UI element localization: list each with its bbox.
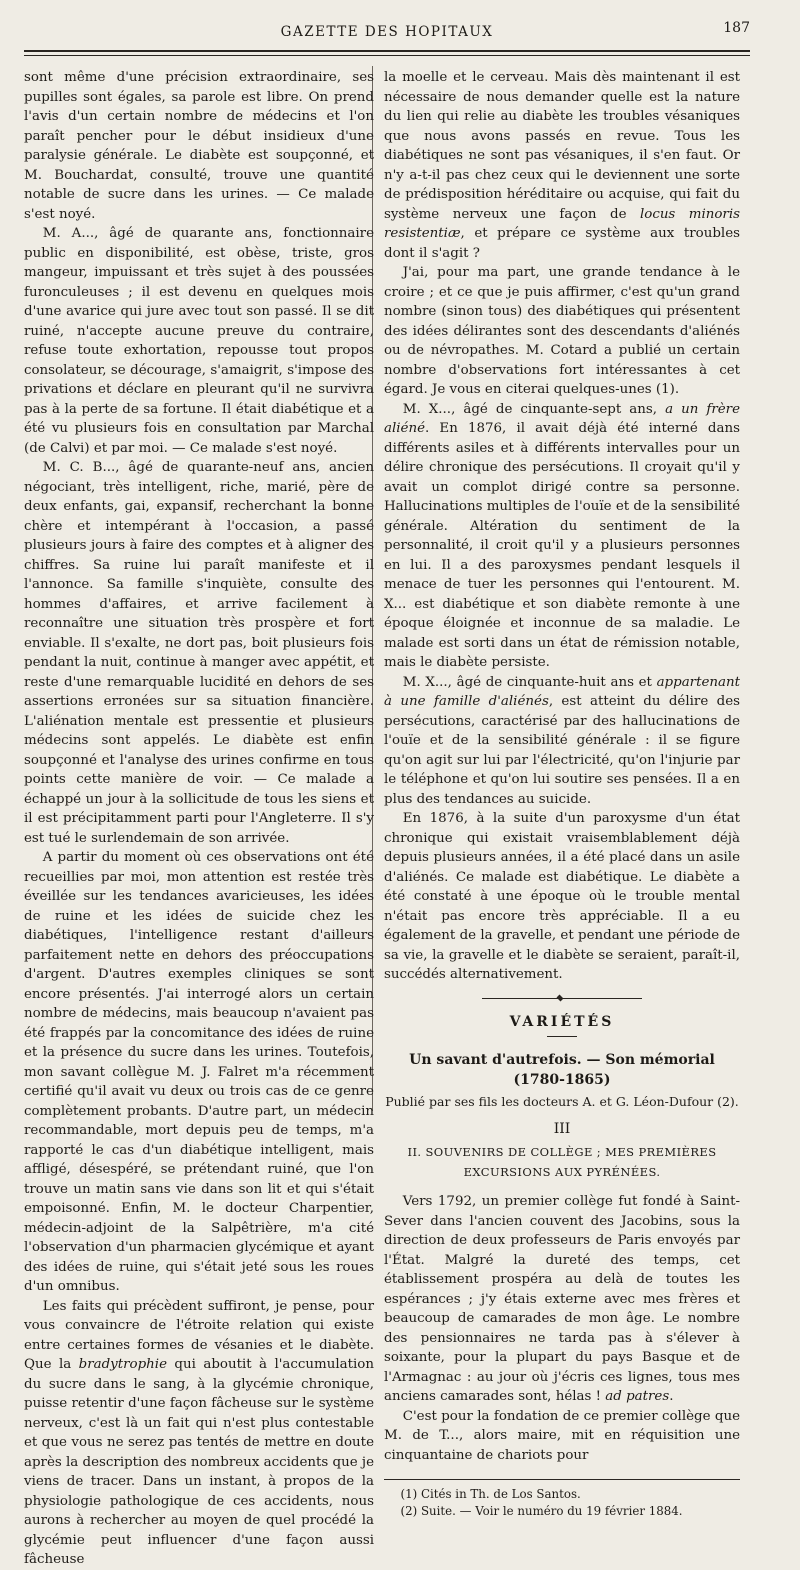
text-run: Vers 1792, un premier collège fut fondé à Saint-Sever dans l'ancien couvent des Jacobins, sous la direction de deux professeurs de Paris envoyés par l'État. Malgré la dureté des temps, cet établissement prospéra au delà de toutes les espérances ; j'y étais externe avec mes frères et beaucoup de camarades de mon âge. Le nombre des pensionnaires ne tarda pas à s'élever à soixante, pour la plupart du pays Basque et de l'Armagnac : au jour où j'écris ces lignes, tous mes anciens camarades sont, hélas ! xyxy=(384,1194,740,1404)
italic-term: ad patres xyxy=(605,1389,670,1404)
footnote: (2) Suite. — Voir le numéro du 19 février 1884. xyxy=(400,1504,683,1518)
paragraph: En 1876, à la suite d'un paroxysme d'un état chronique qui existait vraisemblablement déjà depuis plusieurs années, il a été placé dans un asile d'aliénés. Ce malade est diabétique. Le diabète a été constaté à une époque où le trouble mental n'était pas encore très appréciable. Il a eu également de la gravelle, et pendant une période de sa vie, la gravelle et le diabète se seraient, paraît-il, succédés alternativement. xyxy=(384,811,740,982)
left-column xyxy=(24,68,374,1567)
paragraph: C'est pour la fondation de ce premier collège que M. de T..., alors maire, mit en réquisition une cinquantaine de chariots pour xyxy=(384,1408,740,1463)
text-run: . En 1876, il avait déjà été interné dans différents asiles et à différents intervalles pour un délire chronique des persécutions. Il croyait qu'il y avait un complot dirigé contre sa personne. Hallucinations multiples de l'ouïe et de la sensibilité générale. Altération du sentiment de la personnalité, il croit qu'il y a plusieurs personnes en lui. Il a des paroxysmes pendant lesquels il menace de tuer les personnes qui l'entourent. M. X... est diabétique et son diabète remonte à une époque éloignée et inconnue de sa maladie. Le malade est sorti dans un état de rémission notable, mais le diabète persiste. xyxy=(384,421,740,670)
text-run: qui aboutit à l'accumulation du sucre dans le sang, à la glycémie chronique, puisse retentir d'une façon fâcheuse sur le système nerveux, c'est là un fait qui n'est plus contestable et que vous ne serez pas tentés de mettre en doute après la description des nombreux accidents que je viens de tracer. Dans un instant, à propos de la physiologie pathologique de ces accidents, nous aurons à rechercher au moyen de quel procédé la glycémie peut influencer d'une façon aussi fâcheuse xyxy=(24,1357,374,1567)
paragraph xyxy=(384,68,740,263)
paragraph: J'ai, pour ma part, une grande tendance à le croire ; et ce que je puis affirmer, c'est qu'un grand nombre (sinon tous) des diabétiques qui présentent des idées délirantes sont des descendants d'aliénés ou de névropathes. M. Cotard a publié un certain nombre d'observations fort intéressantes à cet égard. Je vous en citerai quelques-unes (1). xyxy=(384,265,740,397)
journal-title: GAZETTE DES HOPITAUX xyxy=(280,24,494,40)
section-title: VARIÉTÉS xyxy=(509,1013,615,1030)
text-run: . xyxy=(669,1389,674,1404)
italic-term: locus minoris resistentiæ xyxy=(384,206,740,241)
chapter-subhead: II. SOUVENIRS DE COLLÈGE ; MES PREMIÈRES EXCURSIONS AUX PYRÉNÉES. xyxy=(407,1145,717,1179)
paragraph: sont même d'une précision extraordinaire, ses pupilles sont égales, sa parole est libre. On prend l'avis d'un certain nombre de médecins et l'on paraît pencher pour le début insidieux d'une paralysie générale. Le diabète est soupçonné, et M. Bouchardat, consulté, trouve une quantité notable de sucre dans les urines. — Ce malade s'est noyé. xyxy=(24,70,374,222)
footnote-rule xyxy=(384,1479,740,1480)
page-number: 187 xyxy=(723,20,750,36)
text-run: la moelle et le cerveau. Mais dès maintenant il est nécessaire de nous demander quelle est la nature du lien qui relie au diabète les troubles vésaniques que nous avons passés en revue. Tous les diabétiques ne sont pas vésaniques, il s'en faut. Or n'y a-t-il pas chez ceux qui le deviennent une sorte de prédisposition héréditaire ou acquise, qui fait du système nerveux une façon de xyxy=(384,70,740,222)
text-run: , et prépare ce système aux troubles dont il s'agit ? xyxy=(384,226,740,261)
italic-term: bradytrophie xyxy=(78,1357,167,1372)
text-run: M. X..., âgé de cinquante-sept ans, xyxy=(402,401,666,417)
page-header xyxy=(24,18,750,44)
paragraph xyxy=(384,673,740,810)
byline: Publié par ses fils les docteurs A. et G. Léon-Dufour (2). xyxy=(385,1094,739,1109)
paragraph xyxy=(384,400,740,673)
part-number: III xyxy=(553,1120,571,1137)
header-rule xyxy=(24,50,750,56)
text-run: Les faits qui précèdent suffiront, je pense, pour vous convaincre de l'étroite relation qui existe entre certaines formes de vésanies et le diabète. Que la xyxy=(24,1298,374,1372)
paragraph: M. C. B..., âgé de quarante-neuf ans, ancien négociant, très intelligent, riche, marié, père de deux enfants, gai, expansif, recherchant la bonne chère et intempérant à l'occasion, a passé plusieurs jours à faire des comptes et à aligner des chiffres. Sa ruine lui paraît manifeste et il l'annonce. Sa famille s'inquiète, consulte des hommes d'affaires, et arrive facilement à reconnaître une situation très prospère et fort enviable. Il s'exalte, ne dort pas, boit plusieurs fois pendant la nuit, continue à manger avec appétit, et reste d'une remarquable lucidité en dehors de ses assertions erronées sur sa situation financière. L'aliénation mentale est pressentie et plusieurs médecins sont appelés. Le diabète est enfin soupçonné et l'analyse des urines confirme en tous points cette manière de voir. — Ce malade a échappé un jour à la sollicitude de tous les siens et il est précipitamment parti pour l'Angleterre. Il s'y est tué le surlendemain de son arrivée. xyxy=(24,460,374,846)
italic-term: appartenant à une famille d'aliénés xyxy=(384,674,740,709)
text-run: , est atteint du délire des persécutions, caractérisé par des hallucinations de l'ouïe et de la sensibilité générale : il se figure qu'on agit sur lui par l'électricité, qu'on l'injurie par le téléphone et qu'on lui soutire ses pensées. Il a en plus des tendances au suicide. xyxy=(384,694,740,807)
short-rule xyxy=(547,1036,577,1037)
article-title: Un savant d'autrefois. — Son mémorial (1780-1865) xyxy=(409,1052,715,1088)
paragraph: M. A..., âgé de quarante ans, fonctionnaire public en disponibilité, est obèse, triste, gros mangeur, impuissant et très sujet à des poussées furonculeuses ; il est devenu en quelques mois d'une avarice qui jure avec tout son passé. Il se dit ruiné, n'accepte aucune preuve du contraire, refuse toute exhortation, repousse tout propos consolateur, se décourage, s'amaigrit, s'impose des privations et déclare en pleurant qu'il ne survivra pas à la perte de sa fortune. Il était diabétique et a été vu plusieurs fois en consultation par Marchal (de Calvi) et par moi. — Ce malade s'est noyé. xyxy=(24,226,374,456)
right-column xyxy=(384,68,740,1518)
text-run: M. X..., âgé de cinquante-huit ans et xyxy=(402,674,657,690)
paragraph: A partir du moment où ces observations ont été recueillies par moi, mon attention est restée très éveillée sur les tendances avaricieuses, les idées de ruine et les idées de suicide chez les diabétiques, l'intelligence restant d'ailleurs parfaitement nette en dehors des préoccupations d'argent. D'autres exemples cliniques se sont encore présentés. J'ai interrogé alors un certain nombre de médecins, mais beaucoup n'avaient pas été frappés par la concomitance des idées de ruine et la présence du sucre dans les urines. Toutefois, mon savant collègue M. J. Falret m'a récemment certifié qu'il avait vu deux ou trois cas de ce genre complètement probants. D'autre part, un médecin recommandable, mort depuis peu de temps, m'a rapporté le cas d'un diabétique intelligent, mais affligé, désespéré, se prétendant ruiné, que l'on trouve un matin sans vie dans son lit et qui s'était empoisonné. Enfin, M. le docteur Charpentier, médecin-adjoint de la Salpêtrière, m'a cité l'observation d'un pharmacien glycémique et ayant des idées de ruine, qui s'était jeté sous les roues d'un omnibus. xyxy=(24,850,374,1294)
paragraph xyxy=(24,1297,374,1570)
footnote: (1) Cités in Th. de Los Santos. xyxy=(400,1487,581,1501)
ornamental-separator xyxy=(482,995,642,1001)
italic-term: a un frère aliéné xyxy=(384,401,740,436)
paragraph xyxy=(384,1192,740,1407)
